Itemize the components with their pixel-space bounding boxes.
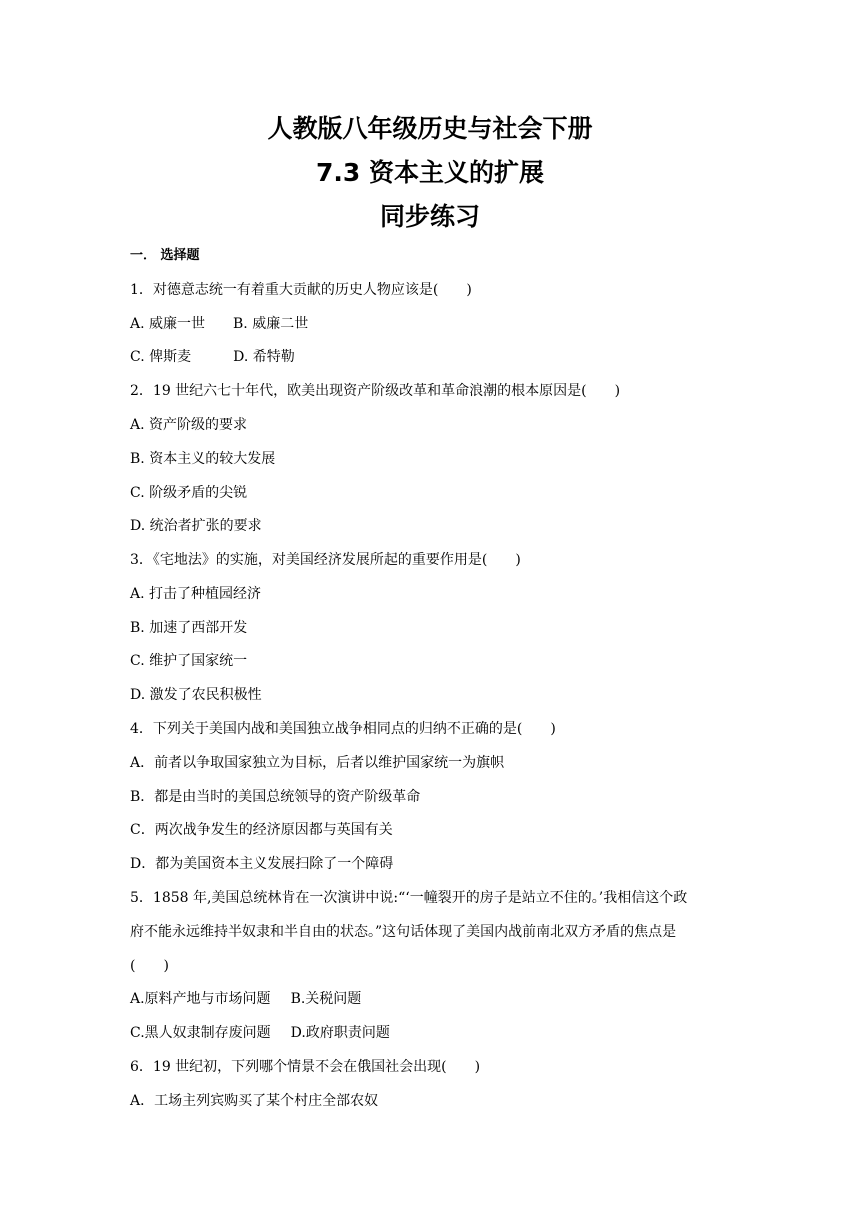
lesson-title: 7.3 资本主义的扩展 bbox=[316, 158, 544, 187]
question-2-stem: 2．19 世纪六七十年代，欧美出现资产阶级改革和革命浪潮的根本原因是( ) bbox=[130, 383, 621, 399]
question-5-stem-line-2: 府不能永远维持半奴隶和半自由的状态。”这句话体现了美国内战前南北双方矛盾的焦点是 bbox=[130, 924, 677, 940]
question-5-options-row-1 bbox=[130, 990, 361, 1008]
question-5-option-b: B.关税问题 bbox=[290, 991, 362, 1007]
document-title: 人教版八年级历史与社会下册 bbox=[267, 114, 593, 143]
section-heading: 一． 选择题 bbox=[130, 248, 200, 263]
question-1-stem: 1．对德意志统一有着重大贡献的历史人物应该是( ) bbox=[130, 282, 472, 298]
question-5-options-row-2 bbox=[130, 1024, 390, 1042]
question-3-option-b: B. 加速了西部开发 bbox=[130, 620, 248, 636]
question-4-option-c: C．两次战争发生的经济原因都与英国有关 bbox=[130, 822, 393, 838]
question-3-option-c: C. 维护了国家统一 bbox=[130, 653, 248, 669]
exercise-title: 同步练习 bbox=[379, 202, 480, 231]
question-1-options-row-1 bbox=[130, 315, 308, 333]
question-4-option-b: B．都是由当时的美国总统领导的资产阶级革命 bbox=[130, 789, 421, 805]
question-2-option-b: B. 资本主义的较大发展 bbox=[130, 451, 276, 467]
question-6-stem: 6．19 世纪初，下列哪个情景不会在俄国社会出现( ) bbox=[130, 1059, 481, 1075]
question-2-option-d: D. 统治者扩张的要求 bbox=[130, 518, 262, 534]
question-2-option-a: A. 资产阶级的要求 bbox=[130, 417, 248, 433]
question-3-stem: 3．《宅地法》的实施，对美国经济发展所起的重要作用是( ) bbox=[130, 552, 521, 568]
question-4-stem: 4．下列关于美国内战和美国独立战争相同点的归纳不正确的是( ) bbox=[130, 721, 556, 737]
question-1-options-row-2 bbox=[130, 348, 295, 366]
question-2-option-c: C. 阶级矛盾的尖锐 bbox=[130, 485, 248, 501]
question-4-option-a: A．前者以争取国家独立为目标，后者以维护国家统一为旗帜 bbox=[130, 755, 505, 771]
question-5-option-a: A.原料产地与市场问题 bbox=[130, 991, 271, 1007]
question-1-option-b: B. 威廉二世 bbox=[233, 316, 309, 332]
question-1-option-c: C. 俾斯麦 bbox=[130, 349, 192, 365]
question-1-option-d: D. 希特勒 bbox=[233, 349, 295, 365]
question-5-option-c: C.黑人奴隶制存废问题 bbox=[130, 1025, 271, 1041]
question-5-stem-line-3: ( ) bbox=[130, 958, 169, 974]
question-5-option-d: D.政府职责问题 bbox=[290, 1025, 390, 1041]
question-1-option-a: A. 威廉一世 bbox=[130, 316, 206, 332]
question-6-option-a: A．工场主列宾购买了某个村庄全部农奴 bbox=[130, 1093, 379, 1109]
question-3-option-a: A. 打击了种植园经济 bbox=[130, 586, 262, 602]
question-5-stem-line-1: 5．1858 年,美国总统林肯在一次演讲中说:“‘一幢裂开的房子是站立不住的。’我相信这个政 bbox=[130, 890, 688, 906]
question-3-option-d: D. 激发了农民积极性 bbox=[130, 687, 262, 703]
question-4-option-d: D．都为美国资本主义发展扫除了一个障碍 bbox=[130, 856, 394, 872]
